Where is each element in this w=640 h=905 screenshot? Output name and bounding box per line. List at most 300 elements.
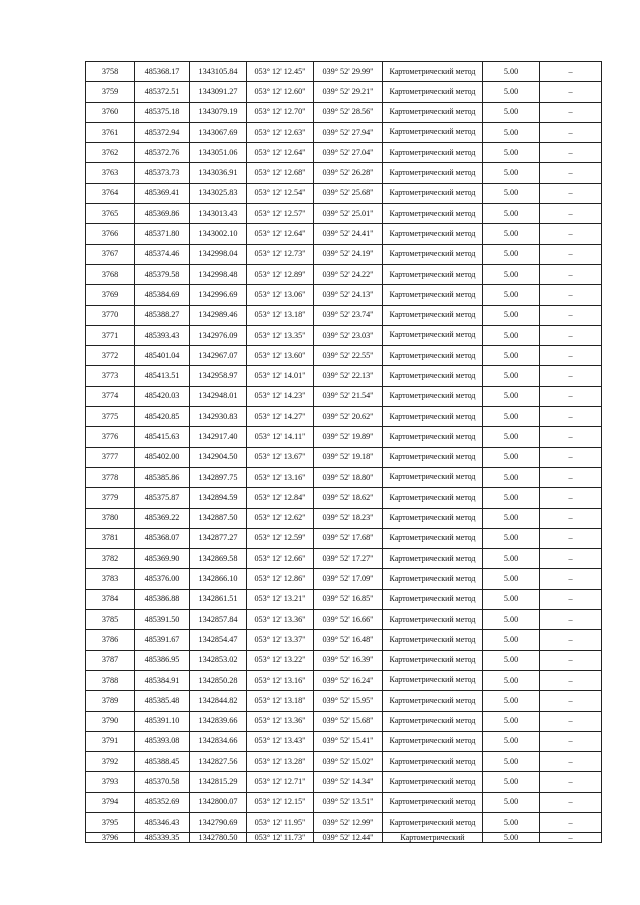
table-row (86, 447, 602, 467)
point-number-cell: 3782 (86, 549, 135, 569)
point-number-cell: 3781 (86, 528, 135, 548)
coord-x-cell: 485372.76 (135, 143, 190, 163)
accuracy-cell: 5.00 (483, 650, 540, 670)
method-cell: Картометрический метод (383, 670, 483, 690)
coord-y-cell: 1342857.84 (190, 610, 247, 630)
point-number-cell: 3764 (86, 183, 135, 203)
method-cell: Картометрический метод (383, 122, 483, 142)
note-cell: – (540, 569, 602, 589)
note-cell: – (540, 204, 602, 224)
method-cell: Картометрический метод (383, 264, 483, 284)
method-cell: Картометрический (383, 833, 483, 843)
method-cell: Картометрический метод (383, 528, 483, 548)
point-number-cell: 3771 (86, 325, 135, 345)
longitude-cell: 039° 52' 18.23" (314, 508, 383, 528)
method-cell: Картометрический метод (383, 589, 483, 609)
accuracy-cell: 5.00 (483, 488, 540, 508)
point-number-cell: 3778 (86, 467, 135, 487)
longitude-cell: 039° 52' 16.48" (314, 630, 383, 650)
accuracy-cell: 5.00 (483, 264, 540, 284)
coord-y-cell: 1342869.58 (190, 549, 247, 569)
method-cell: Картометрический метод (383, 143, 483, 163)
note-cell: – (540, 325, 602, 345)
latitude-cell: 053° 12' 12.57" (247, 204, 314, 224)
method-cell: Картометрический метод (383, 325, 483, 345)
coord-x-cell: 485368.17 (135, 62, 190, 82)
method-cell: Картометрический метод (383, 346, 483, 366)
table-row (86, 244, 602, 264)
coordinates-table (85, 61, 602, 843)
method-cell: Картометрический метод (383, 812, 483, 832)
table-row (86, 427, 602, 447)
longitude-cell: 039° 52' 24.13" (314, 285, 383, 305)
table-row (86, 346, 602, 366)
point-number-cell: 3795 (86, 812, 135, 832)
table-row (86, 163, 602, 183)
longitude-cell: 039° 52' 27.04" (314, 143, 383, 163)
latitude-cell: 053° 12' 13.28" (247, 752, 314, 772)
table-row (86, 589, 602, 609)
accuracy-cell: 5.00 (483, 305, 540, 325)
coord-y-cell: 1342877.27 (190, 528, 247, 548)
note-cell: – (540, 589, 602, 609)
method-cell: Картометрический метод (383, 244, 483, 264)
coord-x-cell: 485413.51 (135, 366, 190, 386)
point-number-cell: 3794 (86, 792, 135, 812)
longitude-cell: 039° 52' 13.51" (314, 792, 383, 812)
coord-x-cell: 485384.69 (135, 285, 190, 305)
longitude-cell: 039° 52' 21.54" (314, 386, 383, 406)
coord-y-cell: 1343067.69 (190, 122, 247, 142)
note-cell: – (540, 224, 602, 244)
accuracy-cell: 5.00 (483, 549, 540, 569)
longitude-cell: 039° 52' 16.24" (314, 670, 383, 690)
coord-y-cell: 1342854.47 (190, 630, 247, 650)
table-row (86, 528, 602, 548)
point-number-cell: 3758 (86, 62, 135, 82)
note-cell: – (540, 62, 602, 82)
table-row (86, 650, 602, 670)
coord-x-cell: 485369.22 (135, 508, 190, 528)
method-cell: Картометрический метод (383, 569, 483, 589)
latitude-cell: 053° 12' 11.95" (247, 812, 314, 832)
table-row (86, 792, 602, 812)
table-row (86, 752, 602, 772)
coord-x-cell: 485393.43 (135, 325, 190, 345)
method-cell: Картометрический метод (383, 204, 483, 224)
longitude-cell: 039° 52' 15.95" (314, 691, 383, 711)
longitude-cell: 039° 52' 15.41" (314, 731, 383, 751)
coord-x-cell: 485369.41 (135, 183, 190, 203)
point-number-cell: 3766 (86, 224, 135, 244)
longitude-cell: 039° 52' 12.99" (314, 812, 383, 832)
point-number-cell: 3792 (86, 752, 135, 772)
note-cell: – (540, 447, 602, 467)
point-number-cell: 3769 (86, 285, 135, 305)
coord-y-cell: 1343013.43 (190, 204, 247, 224)
coord-y-cell: 1342917.40 (190, 427, 247, 447)
table-row (86, 366, 602, 386)
coord-x-cell: 485391.10 (135, 711, 190, 731)
coord-x-cell: 485420.03 (135, 386, 190, 406)
coord-x-cell: 485375.87 (135, 488, 190, 508)
method-cell: Картометрический метод (383, 508, 483, 528)
note-cell: – (540, 82, 602, 102)
point-number-cell: 3787 (86, 650, 135, 670)
latitude-cell: 053° 12' 12.66" (247, 549, 314, 569)
longitude-cell: 039° 52' 15.02" (314, 752, 383, 772)
latitude-cell: 053° 12' 13.22" (247, 650, 314, 670)
latitude-cell: 053° 12' 13.67" (247, 447, 314, 467)
longitude-cell: 039° 52' 16.85" (314, 589, 383, 609)
accuracy-cell: 5.00 (483, 183, 540, 203)
method-cell: Картометрический метод (383, 650, 483, 670)
table-row (86, 183, 602, 203)
table-row (86, 711, 602, 731)
coord-x-cell: 485372.51 (135, 82, 190, 102)
latitude-cell: 053° 12' 14.01" (247, 366, 314, 386)
coord-y-cell: 1342834.66 (190, 731, 247, 751)
note-cell: – (540, 183, 602, 203)
coord-x-cell: 485393.08 (135, 731, 190, 751)
coord-y-cell: 1342976.09 (190, 325, 247, 345)
accuracy-cell: 5.00 (483, 812, 540, 832)
note-cell: – (540, 366, 602, 386)
longitude-cell: 039° 52' 24.19" (314, 244, 383, 264)
note-cell: – (540, 792, 602, 812)
accuracy-cell: 5.00 (483, 447, 540, 467)
method-cell: Картометрический метод (383, 305, 483, 325)
coord-y-cell: 1342996.69 (190, 285, 247, 305)
note-cell: – (540, 812, 602, 832)
latitude-cell: 053° 12' 12.73" (247, 244, 314, 264)
coord-y-cell: 1342930.83 (190, 407, 247, 427)
coord-y-cell: 1342839.66 (190, 711, 247, 731)
table-row (86, 102, 602, 122)
latitude-cell: 053° 12' 13.43" (247, 731, 314, 751)
latitude-cell: 053° 12' 12.68" (247, 163, 314, 183)
accuracy-cell: 5.00 (483, 386, 540, 406)
table-row (86, 407, 602, 427)
accuracy-cell: 5.00 (483, 610, 540, 630)
latitude-cell: 053° 12' 12.84" (247, 488, 314, 508)
coord-x-cell: 485379.58 (135, 264, 190, 284)
coord-x-cell: 485374.46 (135, 244, 190, 264)
longitude-cell: 039° 52' 22.13" (314, 366, 383, 386)
point-number-cell: 3783 (86, 569, 135, 589)
note-cell: – (540, 752, 602, 772)
coord-y-cell: 1342894.59 (190, 488, 247, 508)
coord-y-cell: 1343079.19 (190, 102, 247, 122)
accuracy-cell: 5.00 (483, 102, 540, 122)
point-number-cell: 3759 (86, 82, 135, 102)
longitude-cell: 039° 52' 19.89" (314, 427, 383, 447)
method-cell: Картометрический метод (383, 224, 483, 244)
latitude-cell: 053° 12' 11.73" (247, 833, 314, 843)
longitude-cell: 039° 52' 17.27" (314, 549, 383, 569)
coord-y-cell: 1342827.56 (190, 752, 247, 772)
coord-y-cell: 1342887.50 (190, 508, 247, 528)
coord-x-cell: 485370.58 (135, 772, 190, 792)
method-cell: Картометрический метод (383, 407, 483, 427)
accuracy-cell: 5.00 (483, 122, 540, 142)
latitude-cell: 053° 12' 12.15" (247, 792, 314, 812)
method-cell: Картометрический метод (383, 731, 483, 751)
table-row (86, 691, 602, 711)
latitude-cell: 053° 12' 12.70" (247, 102, 314, 122)
accuracy-cell: 5.00 (483, 62, 540, 82)
longitude-cell: 039° 52' 22.55" (314, 346, 383, 366)
method-cell: Картометрический метод (383, 691, 483, 711)
latitude-cell: 053° 12' 12.59" (247, 528, 314, 548)
point-number-cell: 3772 (86, 346, 135, 366)
coord-x-cell: 485339.35 (135, 833, 190, 843)
accuracy-cell: 5.00 (483, 772, 540, 792)
table-row (86, 224, 602, 244)
point-number-cell: 3788 (86, 670, 135, 690)
point-number-cell: 3767 (86, 244, 135, 264)
table-row (86, 285, 602, 305)
longitude-cell: 039° 52' 28.56" (314, 102, 383, 122)
accuracy-cell: 5.00 (483, 711, 540, 731)
coord-y-cell: 1343036.91 (190, 163, 247, 183)
coord-y-cell: 1342989.46 (190, 305, 247, 325)
note-cell: – (540, 528, 602, 548)
method-cell: Картометрический метод (383, 82, 483, 102)
longitude-cell: 039° 52' 25.68" (314, 183, 383, 203)
coord-x-cell: 485391.67 (135, 630, 190, 650)
method-cell: Картометрический метод (383, 102, 483, 122)
latitude-cell: 053° 12' 14.27" (247, 407, 314, 427)
method-cell: Картометрический метод (383, 183, 483, 203)
longitude-cell: 039° 52' 12.44" (314, 833, 383, 843)
table-row (86, 610, 602, 630)
point-number-cell: 3776 (86, 427, 135, 447)
method-cell: Картометрический метод (383, 366, 483, 386)
note-cell: – (540, 467, 602, 487)
coord-x-cell: 485376.00 (135, 569, 190, 589)
method-cell: Картометрический метод (383, 163, 483, 183)
accuracy-cell: 5.00 (483, 691, 540, 711)
note-cell: – (540, 427, 602, 447)
coord-x-cell: 485402.00 (135, 447, 190, 467)
table-row (86, 62, 602, 82)
coord-x-cell: 485369.90 (135, 549, 190, 569)
table-row (86, 833, 602, 843)
longitude-cell: 039° 52' 23.74" (314, 305, 383, 325)
table-row (86, 264, 602, 284)
longitude-cell: 039° 52' 24.22" (314, 264, 383, 284)
coord-x-cell: 485346.43 (135, 812, 190, 832)
method-cell: Картометрический метод (383, 792, 483, 812)
point-number-cell: 3763 (86, 163, 135, 183)
point-number-cell: 3773 (86, 366, 135, 386)
method-cell: Картометрический метод (383, 285, 483, 305)
coord-y-cell: 1343105.84 (190, 62, 247, 82)
point-number-cell: 3774 (86, 386, 135, 406)
accuracy-cell: 5.00 (483, 407, 540, 427)
note-cell: – (540, 305, 602, 325)
point-number-cell: 3762 (86, 143, 135, 163)
coord-x-cell: 485384.91 (135, 670, 190, 690)
latitude-cell: 053° 12' 12.71" (247, 772, 314, 792)
accuracy-cell: 5.00 (483, 224, 540, 244)
accuracy-cell: 5.00 (483, 244, 540, 264)
note-cell: – (540, 244, 602, 264)
point-number-cell: 3789 (86, 691, 135, 711)
table-row (86, 122, 602, 142)
coord-x-cell: 485386.95 (135, 650, 190, 670)
longitude-cell: 039° 52' 29.21" (314, 82, 383, 102)
point-number-cell: 3761 (86, 122, 135, 142)
table-row (86, 731, 602, 751)
table-row (86, 204, 602, 224)
note-cell: – (540, 731, 602, 751)
accuracy-cell: 5.00 (483, 285, 540, 305)
table-row (86, 386, 602, 406)
accuracy-cell: 5.00 (483, 589, 540, 609)
point-number-cell: 3791 (86, 731, 135, 751)
longitude-cell: 039° 52' 23.03" (314, 325, 383, 345)
point-number-cell: 3793 (86, 772, 135, 792)
coord-y-cell: 1342998.04 (190, 244, 247, 264)
accuracy-cell: 5.00 (483, 528, 540, 548)
table-row (86, 305, 602, 325)
latitude-cell: 053° 12' 13.21" (247, 589, 314, 609)
longitude-cell: 039° 52' 17.09" (314, 569, 383, 589)
accuracy-cell: 5.00 (483, 204, 540, 224)
point-number-cell: 3777 (86, 447, 135, 467)
coord-y-cell: 1342800.07 (190, 792, 247, 812)
accuracy-cell: 5.00 (483, 508, 540, 528)
latitude-cell: 053° 12' 13.37" (247, 630, 314, 650)
coord-x-cell: 485420.85 (135, 407, 190, 427)
coord-x-cell: 485401.04 (135, 346, 190, 366)
accuracy-cell: 5.00 (483, 427, 540, 447)
method-cell: Картометрический метод (383, 427, 483, 447)
latitude-cell: 053° 12' 13.06" (247, 285, 314, 305)
latitude-cell: 053° 12' 14.11" (247, 427, 314, 447)
note-cell: – (540, 488, 602, 508)
coord-y-cell: 1342904.50 (190, 447, 247, 467)
latitude-cell: 053° 12' 13.16" (247, 467, 314, 487)
table-row (86, 488, 602, 508)
latitude-cell: 053° 12' 12.45" (247, 62, 314, 82)
coord-y-cell: 1343002.10 (190, 224, 247, 244)
note-cell: – (540, 650, 602, 670)
latitude-cell: 053° 12' 12.64" (247, 224, 314, 244)
longitude-cell: 039° 52' 14.34" (314, 772, 383, 792)
longitude-cell: 039° 52' 27.94" (314, 122, 383, 142)
coord-x-cell: 485368.07 (135, 528, 190, 548)
accuracy-cell: 5.00 (483, 670, 540, 690)
point-number-cell: 3786 (86, 630, 135, 650)
note-cell: – (540, 549, 602, 569)
longitude-cell: 039° 52' 19.18" (314, 447, 383, 467)
note-cell: – (540, 102, 602, 122)
accuracy-cell: 5.00 (483, 82, 540, 102)
note-cell: – (540, 285, 602, 305)
accuracy-cell: 5.00 (483, 346, 540, 366)
longitude-cell: 039° 52' 29.99" (314, 62, 383, 82)
accuracy-cell: 5.00 (483, 792, 540, 812)
coord-y-cell: 1342815.29 (190, 772, 247, 792)
point-number-cell: 3779 (86, 488, 135, 508)
coord-x-cell: 485388.27 (135, 305, 190, 325)
accuracy-cell: 5.00 (483, 366, 540, 386)
note-cell: – (540, 122, 602, 142)
coord-x-cell: 485372.94 (135, 122, 190, 142)
latitude-cell: 053° 12' 12.54" (247, 183, 314, 203)
accuracy-cell: 5.00 (483, 143, 540, 163)
coord-y-cell: 1342861.51 (190, 589, 247, 609)
table-row (86, 325, 602, 345)
coord-y-cell: 1343051.06 (190, 143, 247, 163)
latitude-cell: 053° 12' 12.63" (247, 122, 314, 142)
latitude-cell: 053° 12' 12.64" (247, 143, 314, 163)
table-row (86, 467, 602, 487)
longitude-cell: 039° 52' 16.66" (314, 610, 383, 630)
accuracy-cell: 5.00 (483, 833, 540, 843)
coord-y-cell: 1342844.82 (190, 691, 247, 711)
accuracy-cell: 5.00 (483, 731, 540, 751)
coord-y-cell: 1342790.69 (190, 812, 247, 832)
coord-x-cell: 485388.45 (135, 752, 190, 772)
coord-y-cell: 1342998.48 (190, 264, 247, 284)
latitude-cell: 053° 12' 12.86" (247, 569, 314, 589)
note-cell: – (540, 691, 602, 711)
method-cell: Картометрический метод (383, 772, 483, 792)
latitude-cell: 053° 12' 12.89" (247, 264, 314, 284)
latitude-cell: 053° 12' 13.18" (247, 691, 314, 711)
point-number-cell: 3768 (86, 264, 135, 284)
coord-x-cell: 485369.86 (135, 204, 190, 224)
note-cell: – (540, 833, 602, 843)
table-row (86, 549, 602, 569)
method-cell: Картометрический метод (383, 630, 483, 650)
note-cell: – (540, 143, 602, 163)
method-cell: Картометрический метод (383, 610, 483, 630)
latitude-cell: 053° 12' 12.60" (247, 82, 314, 102)
point-number-cell: 3765 (86, 204, 135, 224)
table-row (86, 508, 602, 528)
coord-y-cell: 1342853.02 (190, 650, 247, 670)
method-cell: Картометрический метод (383, 386, 483, 406)
latitude-cell: 053° 12' 13.60" (247, 346, 314, 366)
note-cell: – (540, 610, 602, 630)
coord-x-cell: 485375.18 (135, 102, 190, 122)
coord-y-cell: 1342897.75 (190, 467, 247, 487)
coordinates-table-page (85, 61, 601, 843)
latitude-cell: 053° 12' 13.18" (247, 305, 314, 325)
method-cell: Картометрический метод (383, 752, 483, 772)
latitude-cell: 053° 12' 14.23" (247, 386, 314, 406)
note-cell: – (540, 163, 602, 183)
coord-y-cell: 1342866.10 (190, 569, 247, 589)
point-number-cell: 3780 (86, 508, 135, 528)
longitude-cell: 039° 52' 20.62" (314, 407, 383, 427)
note-cell: – (540, 386, 602, 406)
table-row (86, 670, 602, 690)
longitude-cell: 039° 52' 18.80" (314, 467, 383, 487)
table-row (86, 143, 602, 163)
longitude-cell: 039° 52' 18.62" (314, 488, 383, 508)
longitude-cell: 039° 52' 25.01" (314, 204, 383, 224)
coord-y-cell: 1342850.28 (190, 670, 247, 690)
method-cell: Картометрический метод (383, 62, 483, 82)
coord-y-cell: 1343091.27 (190, 82, 247, 102)
coord-x-cell: 485385.86 (135, 467, 190, 487)
